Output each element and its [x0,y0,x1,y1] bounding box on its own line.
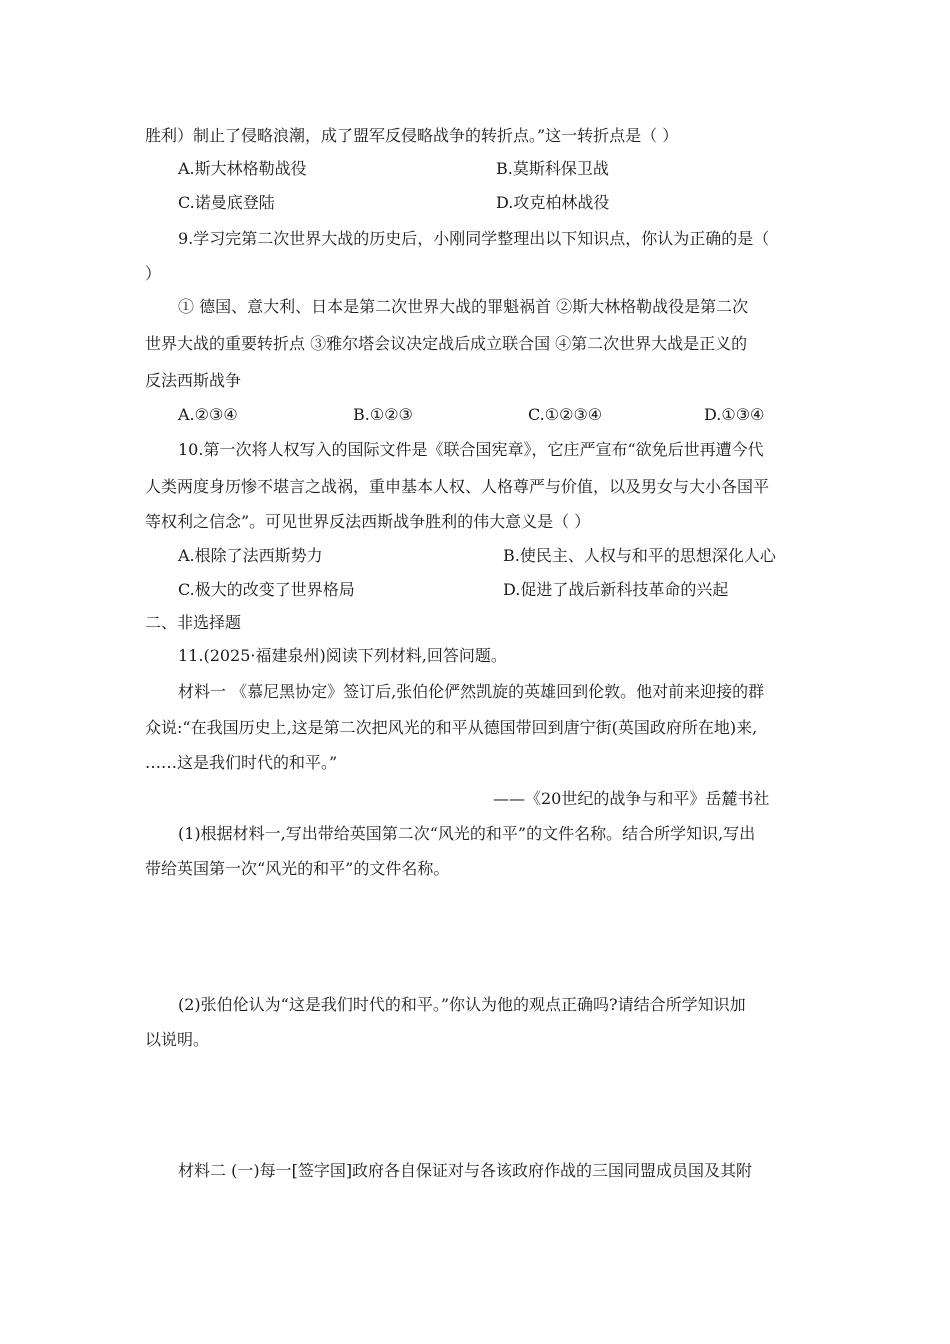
q10-option-c: C.极大的改变了世界格局 [178,580,355,599]
q8-option-a: A.斯大林格勒战役 [178,159,307,178]
material-1-source: ——《20世纪的战争与和平》岳麓书社 [493,789,770,808]
q8-option-d: D.攻克柏林战役 [496,193,610,212]
material-1-line-3: ……这是我们时代的和平。” [145,753,338,772]
q9-option-c: C.①②③④ [528,405,603,424]
q9-option-d: D.①③④ [704,405,765,424]
material-2-line-1: 材料二 (一)每一[签字国]政府各自保证对与各该政府作战的三国同盟成员国及其附 [178,1161,753,1180]
q11-stem: 11.(2025·福建泉州)阅读下列材料,回答问题。 [178,646,507,665]
section-heading: 二、非选择题 [145,613,242,632]
q10-option-a: A.根除了法西斯势力 [178,546,323,565]
q10-stem-line-1: 10.第一次将人权写入的国际文件是《联合国宪章》，它庄严宣布“欲免后世再遭今代 [178,440,764,459]
q10-option-d: D.促进了战后新科技革命的兴起 [503,580,729,599]
q8-option-b: B.莫斯科保卫战 [496,159,609,178]
q9-points-line-3: 反法西斯战争 [145,371,242,390]
q9-points-line-1: ① 德国、意大利、日本是第二次世界大战的罪魁祸首 ②斯大林格勒战役是第二次 [178,297,749,316]
q9-points-line-2: 世界大战的重要转折点 ③雅尔塔会议决定战后成立联合国 ④第二次世界大战是正义的 [145,334,748,353]
q8-option-c: C.诺曼底登陆 [178,193,275,212]
q10-stem-line-2: 人类两度身历惨不堪言之战祸，重申基本人权、人格尊严与价值，以及男女与大小各国平 [145,477,770,496]
q9-stem-close: ） [145,264,162,283]
q11-part2-line-1: (2)张伯伦认为“这是我们时代的和平。”你认为他的观点正确吗?请结合所学知识加 [178,995,746,1014]
q10-stem-line-3: 等权利之信念”。可见世界反法西斯战争胜利的伟大意义是（ ） [145,512,591,531]
q9-option-a: A.②③④ [178,405,238,424]
material-1-line-1: 材料一 《慕尼黑协定》签订后,张伯伦俨然凯旋的英雄回到伦敦。他对前来迎接的群 [178,682,765,701]
q11-part2-line-2: 以说明。 [145,1030,210,1049]
q8-stem-tail: 胜利）制止了侵略浪潮，成了盟军反侵略战争的转折点。”这一转折点是（ ） [145,126,679,145]
q9-option-b: B.①②③ [353,405,413,424]
q10-option-b: B.使民主、人权与和平的思想深化人心 [503,546,776,565]
material-1-line-2: 众说:“在我国历史上,这是第二次把风光的和平从德国带回到唐宁街(英国政府所在地)来, [145,718,758,737]
q11-part1-line-1: (1)根据材料一,写出带给英国第二次“风光的和平”的文件名称。结合所学知识,写出 [178,824,756,843]
q9-stem: 9.学习完第二次世界大战的历史后，小刚同学整理出以下知识点，你认为正确的是（ [178,229,770,248]
q11-part1-line-2: 带给英国第一次“风光的和平”的文件名称。 [145,859,450,878]
